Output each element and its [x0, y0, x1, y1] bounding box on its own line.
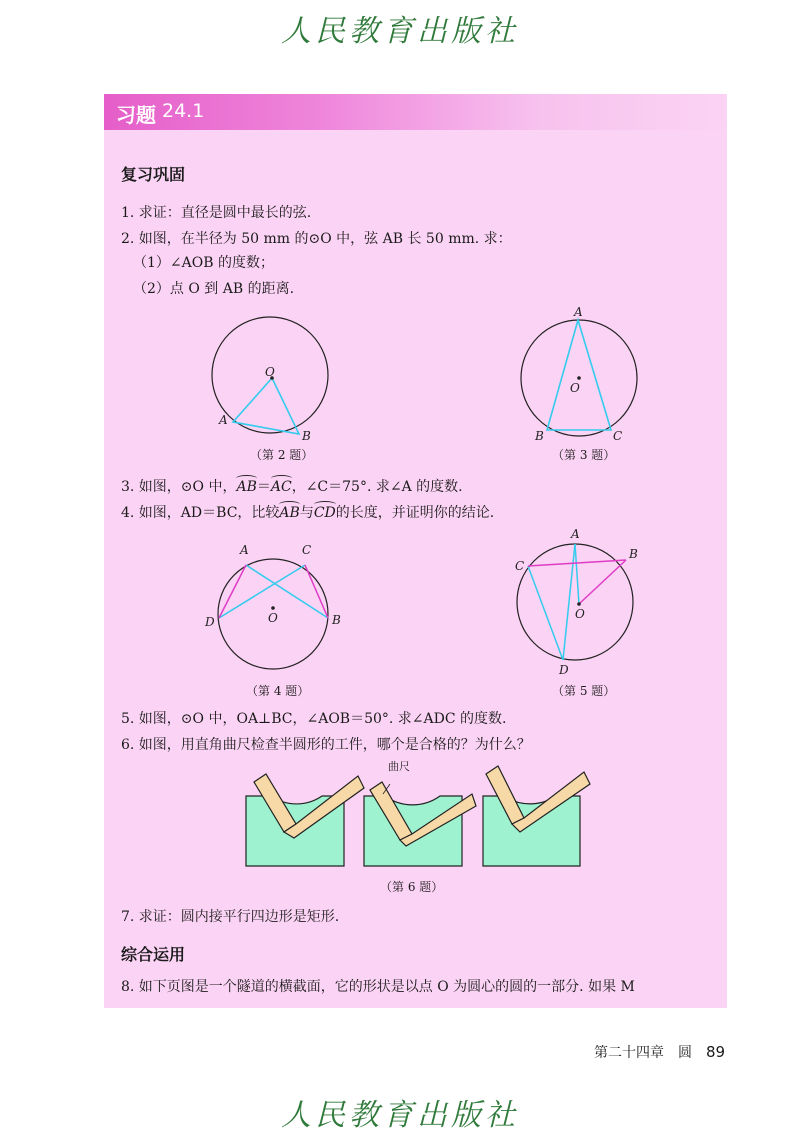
fig5-label-a: A — [571, 527, 580, 541]
problem-5: 5. 如图，⊙O 中，OA⊥BC，∠AOB＝50°. 求∠ADC 的度数. — [121, 711, 507, 727]
problem-3-prefix: 3. 如图，⊙O 中， — [121, 479, 237, 495]
problem-1: 1. 求证：直径是圆中最长的弦. — [121, 205, 312, 221]
figure-5 — [505, 526, 655, 678]
fig4-label-b: B — [332, 613, 341, 627]
publisher-logo-top: 人民教育出版社 — [281, 14, 519, 49]
figure-5-caption: （第 5 题） — [552, 684, 616, 698]
fig3-label-o: O — [570, 381, 580, 395]
figure-4 — [200, 540, 350, 670]
problem-2-part-2: （2）点 O 到 AB 的距离. — [133, 281, 295, 297]
figure-6-caption: （第 6 题） — [380, 880, 444, 894]
fig3-label-b: B — [535, 429, 544, 443]
chapter-label: 第二十四章 圆 — [594, 1045, 692, 1061]
fig4-label-d: D — [205, 615, 215, 629]
problem-4-and: 与 — [299, 505, 314, 521]
figure-2-caption: （第 2 题） — [250, 448, 314, 462]
fig5-label-b: B — [629, 547, 638, 561]
figure-6 — [240, 754, 600, 870]
fig2-label-o: O — [265, 365, 275, 379]
arc-ac: AC — [270, 479, 292, 495]
exercise-number: 24.1 — [162, 100, 205, 122]
fig4-label-o: O — [268, 611, 278, 625]
fig4-label-c: C — [302, 543, 312, 557]
figure-4-caption: （第 4 题） — [246, 684, 310, 698]
figure-3 — [513, 306, 647, 444]
figure-3-caption: （第 3 题） — [552, 448, 616, 462]
fig5-label-o: O — [575, 607, 585, 621]
problem-4 — [121, 502, 494, 522]
arc-ab: AB — [236, 479, 257, 495]
problem-2-part-1: （1）∠AOB 的度数； — [133, 255, 274, 271]
problem-2: 2. 如图，在半径为 50 mm 的⊙O 中，弦 AB 长 50 mm. 求： — [121, 231, 512, 247]
problem-4-suffix: 的长度，并证明你的结论. — [335, 505, 495, 521]
publisher-logo-bottom: 人民教育出版社 — [281, 1098, 519, 1133]
fig4-label-a: A — [240, 543, 249, 557]
section-review: 复习巩固 — [121, 165, 186, 184]
problem-8: 8. 如下页图是一个隧道的横截面，它的形状是以点 O 为圆心的圆的一部分. 如果 M — [121, 979, 635, 995]
section-apply: 综合运用 — [121, 945, 186, 964]
fig2-label-a: A — [219, 413, 228, 427]
page-number: 89 — [706, 1043, 726, 1061]
fig5-label-c: C — [515, 559, 525, 573]
exercise-title: 习题 — [116, 103, 156, 127]
fig6-ruler-label: 曲尺 — [388, 760, 410, 773]
fig3-label-a: A — [574, 306, 583, 319]
exercise-banner — [104, 94, 727, 130]
problem-6: 6. 如图，用直角曲尺检查半圆形的工件，哪个是合格的？为什么？ — [121, 737, 531, 753]
problem-3 — [121, 476, 463, 496]
fig5-label-d: D — [559, 663, 569, 677]
fig3-label-c: C — [613, 429, 623, 443]
figure-2 — [205, 310, 335, 442]
fig2-label-b: B — [302, 429, 311, 442]
problem-3-equals: ＝ — [256, 479, 271, 495]
problem-4-prefix: 4. 如图，AD＝BC，比较 — [121, 505, 280, 521]
problem-7: 7. 求证：圆内接平行四边形是矩形. — [121, 909, 340, 925]
page-footer — [594, 1042, 725, 1062]
arc-ab-4: AB — [279, 505, 300, 521]
arc-cd: CD — [313, 505, 336, 521]
problem-3-suffix: ，∠C＝75°. 求∠A 的度数. — [291, 479, 463, 495]
